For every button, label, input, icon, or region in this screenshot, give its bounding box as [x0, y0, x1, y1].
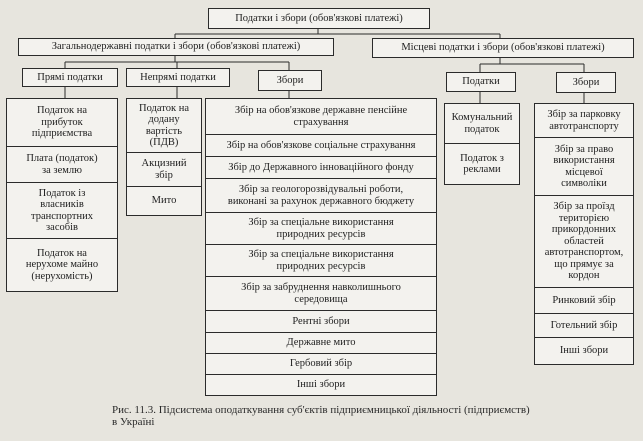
list-item: Гербовий збір — [206, 354, 436, 375]
list-item: Рентні збори — [206, 311, 436, 333]
list-item: Збір за спеціальне використання природних ресурсів — [206, 245, 436, 277]
root-box: Податки і збори (обов'язкові платежі) — [208, 8, 430, 29]
list-item: Податок на нерухоме майно (нерухомість) — [25, 247, 99, 282]
list-item: Збір на обов'язкове соціальне страхування — [206, 135, 436, 157]
direct-taxes-box: Прямі податки — [22, 68, 118, 87]
direct-taxes-list — [6, 98, 118, 292]
list-item: Збір за геологорозвідувальні роботи, виконані за рахунок державного бюджету — [206, 179, 436, 213]
list-item: Збір за забруднення навколишнього середовища — [206, 277, 436, 311]
list-item: Збір за право використання місцевої символіки — [535, 138, 633, 196]
list-item: Мито — [151, 195, 177, 207]
list-item: Комунальний податок — [445, 104, 519, 144]
local-taxes-group-box: Податки — [446, 72, 516, 92]
local-taxes-list — [444, 103, 520, 185]
list-item: Ринковий збір — [535, 288, 633, 314]
local-fees-box: Збори — [556, 72, 616, 93]
list-item: Інші збори — [559, 345, 609, 357]
figure-caption: Рис. 11.3. Підсистема оподаткування суб'єктів підприємницької діяльності (підприємств) в Україні — [112, 404, 530, 428]
indirect-taxes-list — [126, 98, 202, 216]
national-fees-list — [205, 98, 437, 396]
list-item: Податок на прибуток підприємства — [7, 99, 117, 147]
list-item: Збір на обов'язкове державне пенсійне страхування — [206, 99, 436, 135]
national-fees-box: Збори — [258, 70, 322, 91]
list-item: Інші збори — [296, 379, 346, 391]
list-item: Збір за парковку автотранспорту — [535, 104, 633, 138]
list-item: Податок на додану вартість (ПДВ) — [127, 99, 201, 153]
list-item: Готельний збір — [535, 314, 633, 338]
list-item: Плата (податок) за землю — [7, 147, 117, 183]
list-item: Акцизний збір — [127, 153, 201, 187]
local-taxes-box: Місцеві податки і збори (обов'язкові платежі) — [372, 38, 634, 58]
national-taxes-box: Загальнодержавні податки і збори (обов'язкові платежі) — [18, 38, 334, 56]
list-item: Державне мито — [206, 333, 436, 354]
indirect-taxes-box: Непрямі податки — [126, 68, 230, 87]
list-item: Збір за спеціальне використання природних ресурсів — [206, 213, 436, 245]
list-item: Збір до Державного інноваційного фонду — [206, 157, 436, 179]
list-item: Податок із власників транспортних засобів — [7, 183, 117, 239]
list-item: Податок з реклами — [460, 152, 504, 175]
list-item: Збір за проїзд територією прикордонних областей автотранспортом, що прямує за кордон — [535, 196, 633, 288]
local-fees-list — [534, 103, 634, 365]
